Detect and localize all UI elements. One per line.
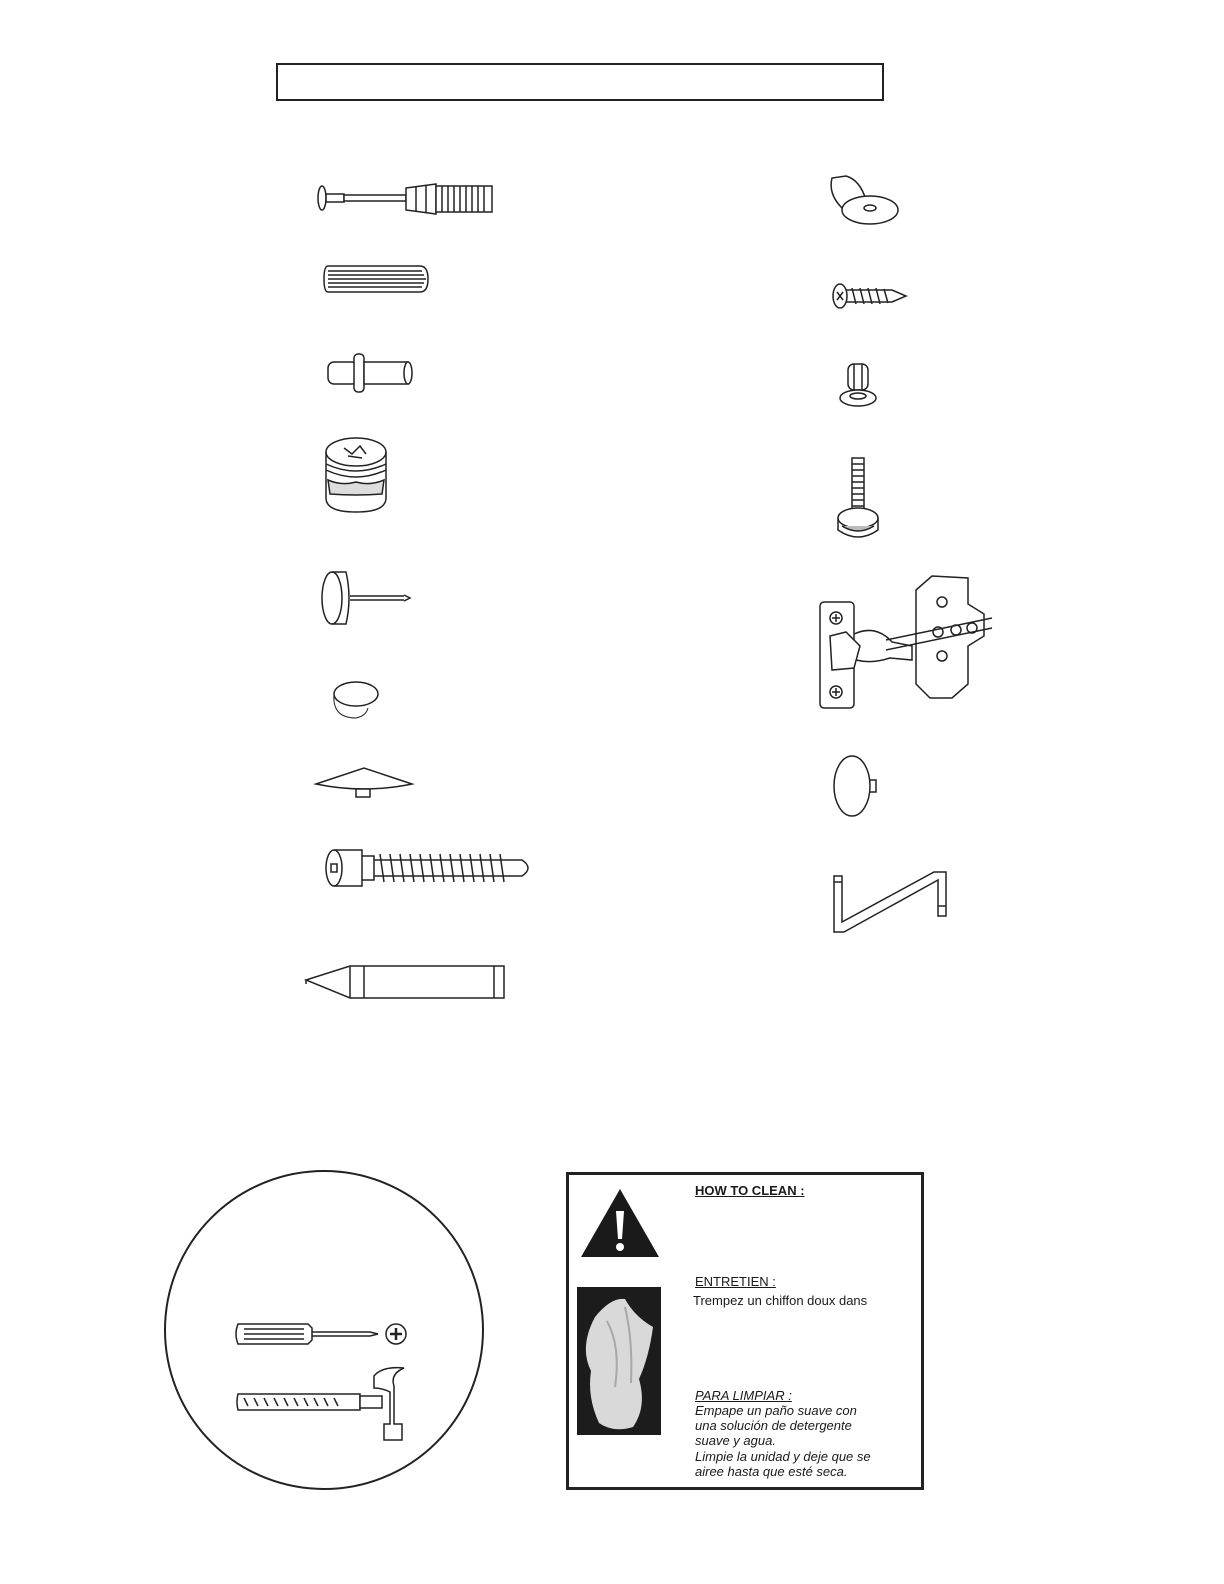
wood-dowel-icon — [322, 262, 432, 296]
felt-nail-glide-icon — [318, 568, 414, 630]
allen-key-icon — [830, 866, 956, 936]
pan-head-screw-icon — [830, 282, 910, 312]
adhesive-bumper-icon — [328, 678, 384, 724]
spanish-line-3: suave y agua. — [695, 1433, 776, 1448]
spanish-line-5: airee hasta que esté seca. — [695, 1464, 848, 1479]
connector-screw-icon — [322, 846, 538, 890]
cover-cap-icon — [832, 752, 884, 818]
cam-bolt-icon — [316, 180, 496, 220]
warning-triangle-icon — [579, 1187, 661, 1266]
spanish-line-1: Empape un paño suave con — [695, 1403, 857, 1418]
concealed-hinge-icon — [816, 574, 1002, 714]
spanish-line-2: una solución de detergente — [695, 1418, 852, 1433]
spanish-line-4: Limpie la unidad y deje que se — [695, 1449, 871, 1464]
header-box — [276, 63, 884, 101]
cone-cap-icon — [314, 764, 414, 802]
leveling-foot-icon — [834, 456, 884, 546]
tools-required-circle — [164, 1170, 484, 1490]
cleaning-cloth-image — [577, 1287, 661, 1435]
para-limpiar-heading: PARA LIMPIAR : — [695, 1388, 792, 1403]
plastic-peg-icon — [836, 360, 880, 412]
wall-anchor-clip-icon — [826, 172, 900, 228]
how-to-clean-heading: HOW TO CLEAN : — [695, 1183, 805, 1198]
hammer-icon — [234, 1364, 414, 1446]
shelf-support-pin-icon — [324, 350, 414, 394]
cam-lock-icon — [322, 434, 392, 516]
cleaning-instructions-box — [566, 1172, 924, 1490]
entretien-heading: ENTRETIEN : — [695, 1274, 776, 1289]
phillips-screwdriver-icon — [234, 1318, 414, 1350]
touch-up-marker-icon — [304, 962, 510, 1002]
entretien-text: Trempez un chiffon doux dans — [693, 1293, 868, 1308]
